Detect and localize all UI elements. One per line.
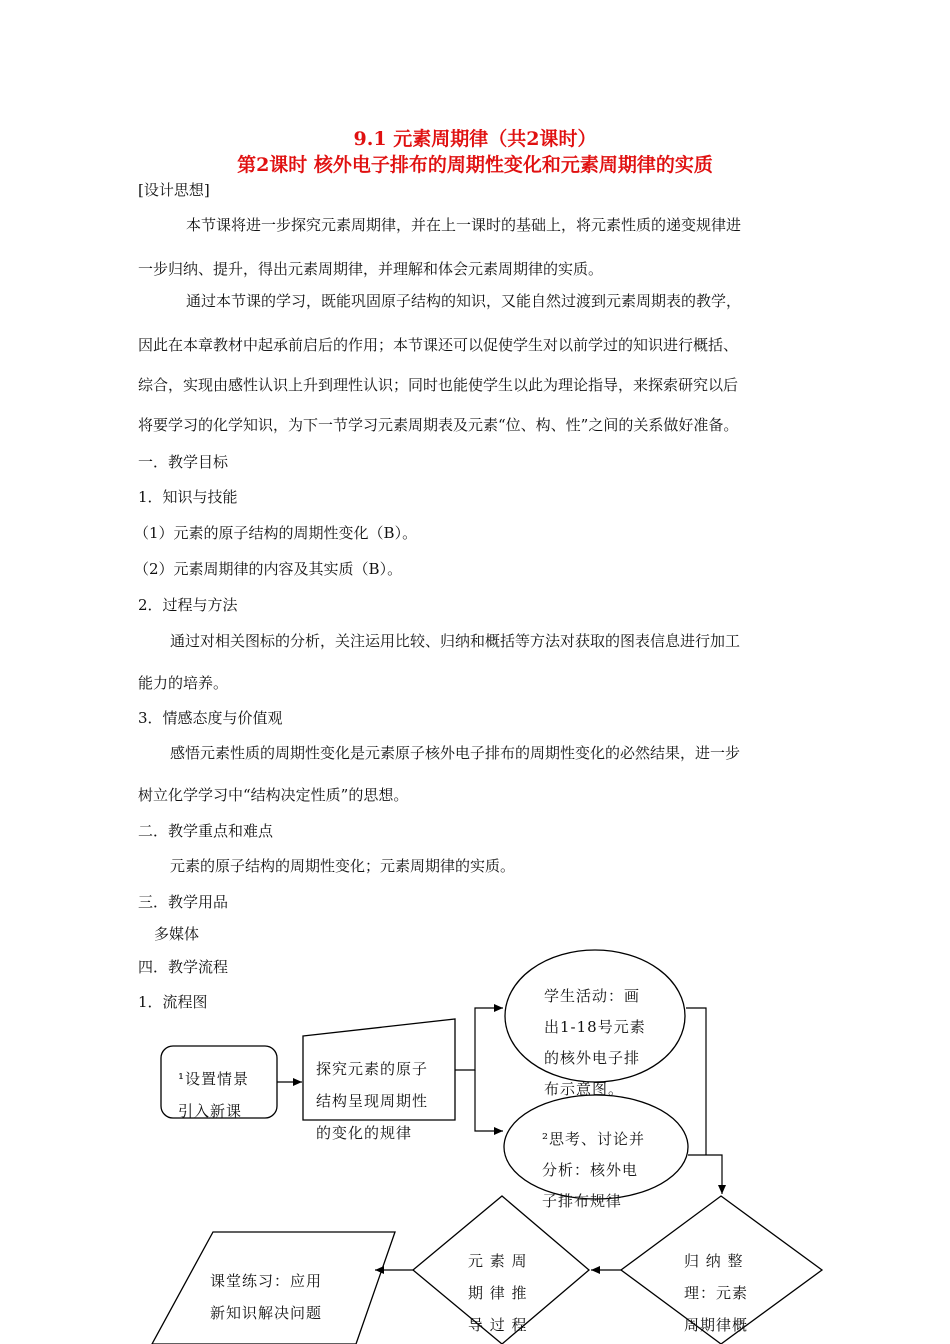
section-1-3-heading: 3．情感态度与价值观: [138, 709, 283, 727]
connector-activity-right: [686, 1008, 706, 1155]
section-2-line-1: 元素的原子结构的周期性变化；元素周期律的实质。: [170, 857, 516, 875]
flow-ellipse-discuss-line-3: 子排布规律: [542, 1192, 623, 1210]
para2-line-2: 因此在本章教材中起承前启后的作用；本节课还可以促使学生对以前学过的知识进行概括、: [138, 336, 739, 354]
section-1-2-line-1: 通过对相关图标的分析，关注运用比较、归纳和概括等方法对获取的图表信息进行加工: [170, 632, 741, 650]
section-3-heading: 三．教学用品: [138, 893, 229, 911]
flow-ellipse-activity-line-4: 布示意图。: [544, 1080, 625, 1098]
flow-ellipse-activity-line-1: 学生活动：画: [544, 987, 641, 1005]
flow-box-explore-line-2: 结构呈现周期性: [316, 1092, 429, 1110]
flow-diamond-derivation-line-2: 期 律 推: [468, 1284, 528, 1302]
flow-ellipse-activity-line-3: 的核外电子排: [544, 1049, 641, 1067]
flow-parallelogram-line-2: 新知识解决问题: [210, 1304, 323, 1322]
flow-ellipse-discuss-line-1: ²思考、讨论并: [542, 1130, 646, 1148]
arrow-to-summary: [688, 1155, 722, 1194]
flow-box-explore-line-1: 探究元素的原子: [316, 1060, 429, 1078]
flow-diamond-derivation-line-1: 元 素 周: [468, 1252, 528, 1270]
para2-line-3: 综合，实现由感性认识上升到理性认识；同时也能使学生以此为理论指导，来探索研究以后: [138, 376, 739, 394]
section-1-1-item-2: （2）元素周期律的内容及其实质（B）。: [134, 560, 403, 578]
arrow-explore-to-discuss: [475, 1070, 503, 1131]
section-1-1-item-1: （1）元素的原子结构的周期性变化（B）。: [134, 524, 418, 542]
title-line-2: 第2课时 核外电子排布的周期性变化和元素周期律的实质: [237, 154, 713, 176]
section-1-heading: 一．教学目标: [138, 453, 229, 471]
flow-diamond-summary-line-3: 周期律概: [684, 1316, 749, 1334]
section-1-2-line-2: 能力的培养。: [138, 674, 229, 692]
section-4-heading: 四．教学流程: [138, 958, 229, 976]
section-2-heading: 二．教学重点和难点: [138, 822, 274, 840]
para1-line-2: 一步归纳、提升，得出元素周期律，并理解和体会元素周期律的实质。: [138, 260, 604, 278]
flow-diamond-summary-line-1: 归 纳 整: [684, 1252, 744, 1270]
arrow-explore-to-activity: [455, 1008, 503, 1070]
flow-ellipse-activity-line-2: 出1-18号元素: [544, 1018, 646, 1036]
flow-box-explore-line-3: 的变化的规律: [316, 1124, 413, 1142]
section-1-1-heading: 1．知识与技能: [138, 488, 238, 506]
para1-line-1: 本节课将进一步探究元素周期律，并在上一课时的基础上，将元素性质的递变规律进: [186, 216, 742, 234]
flow-diamond-derivation-line-3: 导 过 程: [468, 1316, 528, 1334]
para2-line-4: 将要学习的化学知识，为下一节学习元素周期表及元素“位、构、性”之间的关系做好准备。: [138, 416, 739, 434]
flow-diamond-summary-line-2: 理：元素: [684, 1284, 749, 1302]
title-line-1: 9.1 元素周期律（共2课时）: [353, 128, 597, 150]
flow-box-start-line-2: 引入新课: [178, 1102, 243, 1120]
section-1-3-line-1: 感悟元素性质的周期性变化是元素原子核外电子排布的周期性变化的必然结果，进一步: [170, 744, 741, 762]
design-heading: [设计思想]: [138, 181, 210, 199]
section-4-1-heading: 1．流程图: [138, 993, 208, 1011]
section-1-2-heading: 2．过程与方法: [138, 596, 238, 614]
para2-line-1: 通过本节课的学习，既能巩固原子结构的知识，又能自然过渡到元素周期表的教学，: [186, 292, 742, 310]
flow-parallelogram-line-1: 课堂练习：应用: [210, 1272, 323, 1290]
section-1-3-line-2: 树立化学学习中“结构决定性质”的思想。: [138, 786, 409, 804]
flow-ellipse-discuss-line-2: 分析：核外电: [542, 1161, 639, 1179]
flow-box-start-line-1: ¹设置情景: [178, 1070, 250, 1088]
section-3-line-1: 多媒体: [154, 925, 200, 943]
